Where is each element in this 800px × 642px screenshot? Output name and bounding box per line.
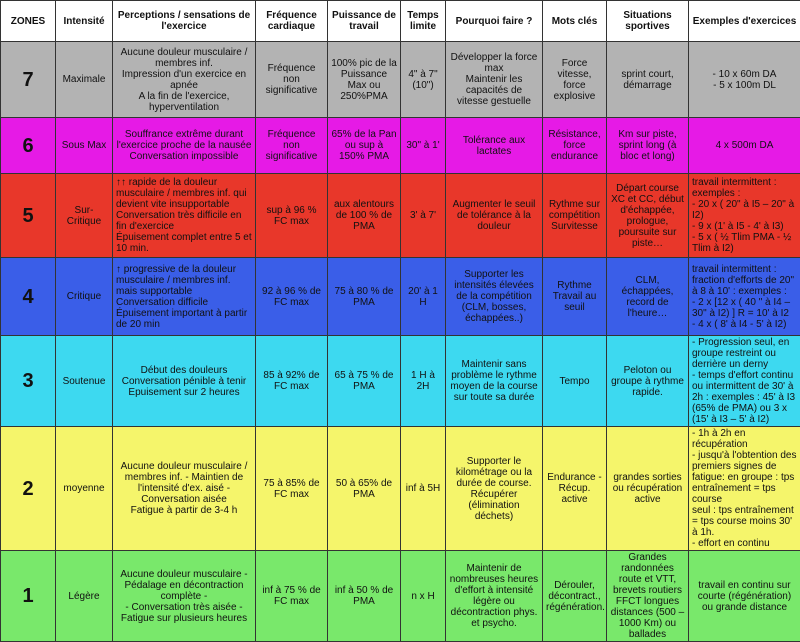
zone-number: 2 <box>1 427 56 551</box>
examples-text: travail intermittent : fraction d'efforts de 20" à 8 à 10' : exemples : - 2 x [12 x ( 40 " à I4 – 30" à I2) ] R = 10' à I2 - 4 x ( 8' à I4 - 5' à I2) <box>689 258 800 336</box>
purpose-text: Développer la force max Maintenir les capacités de vitesse gestuelle <box>446 42 543 118</box>
power-text: inf à 50 % de PMA <box>328 551 401 642</box>
time-limit-text: 30" à 1' <box>401 118 446 174</box>
situations-text: Départ course XC et CC, début d'échappée, prologue, poursuite sur piste… <box>607 174 689 258</box>
purpose-text: Maintenir sans problème le rythme moyen de la course sur toute sa durée <box>446 336 543 427</box>
header-pourquoi: Pourquoi faire ? <box>446 1 543 42</box>
header-zones: ZONES <box>1 1 56 42</box>
power-text: 65% de la Pan ou sup à 150% PMA <box>328 118 401 174</box>
examples-text: - Progression seul, en groupe restreint ou derrière un derny - temps d'effort continu ou intermittent de 30' à 2h : exemples : 45' à I3 (65% de PMA) ou 3 x (15' à I3 – 5' à I2) <box>689 336 800 427</box>
zone-number: 4 <box>1 258 56 336</box>
intensity-label: moyenne <box>56 427 113 551</box>
header-frequence: Fréquence cardiaque <box>256 1 328 42</box>
zone-row <box>1 118 800 174</box>
keywords-text: Résistance, force endurance <box>543 118 607 174</box>
intensity-label: Soutenue <box>56 336 113 427</box>
heart-rate-text: 85 à 92% de FC max <box>256 336 328 427</box>
purpose-text: Augmenter le seuil de tolérance à la douleur <box>446 174 543 258</box>
heart-rate-text: Fréquence non significative <box>256 118 328 174</box>
zone-row <box>1 42 800 118</box>
purpose-text: Maintenir de nombreuses heures d'effort à intensité légère ou décontraction phys. et psycho. <box>446 551 543 642</box>
situations-text: grandes sorties ou récupération active <box>607 427 689 551</box>
keywords-text: Tempo <box>543 336 607 427</box>
keywords-text: Endurance - Récup. active <box>543 427 607 551</box>
examples-text: 4 x 500m DA <box>689 118 800 174</box>
zone-row <box>1 336 800 427</box>
intensity-label: Légère <box>56 551 113 642</box>
situations-text: sprint court, démarrage <box>607 42 689 118</box>
zone-number: 3 <box>1 336 56 427</box>
examples-text: travail intermittent : exemples : - 20 x ( 20" à I5 – 20" à I2) - 9 x (1' à I5 - 4' à I3) - 5 x ( ½ Tlim PMA - ½ Tlim à I2) <box>689 174 800 258</box>
header-perceptions: Perceptions / sensations de l'exercice <box>113 1 256 42</box>
power-text: 50 à 65% de PMA <box>328 427 401 551</box>
time-limit-text: 1 H à 2H <box>401 336 446 427</box>
header-puissance: Puissance de travail <box>328 1 401 42</box>
perceptions-text: Souffrance extrême durant l'exercice proche de la nausée Conversation impossible <box>113 118 256 174</box>
heart-rate-text: sup à 96 % FC max <box>256 174 328 258</box>
examples-text: - 10 x 60m DA - 5 x 100m DL <box>689 42 800 118</box>
examples-text: travail en continu sur courte (régénération) ou grande distance <box>689 551 800 642</box>
situations-text: Km sur piste, sprint long (à bloc et long) <box>607 118 689 174</box>
intensity-label: Sous Max <box>56 118 113 174</box>
situations-text: Grandes randonnées route et VTT, brevets routiers FFCT longues distances (500 – 1000 Km) ou ballades <box>607 551 689 642</box>
situations-text: Peloton ou groupe à rythme rapide. <box>607 336 689 427</box>
keywords-text: Force vitesse, force explosive <box>543 42 607 118</box>
header-mots: Mots clés <box>543 1 607 42</box>
time-limit-text: inf à 5H <box>401 427 446 551</box>
situations-text: CLM, échappées, record de l'heure… <box>607 258 689 336</box>
zone-row <box>1 551 800 642</box>
zone-number: 1 <box>1 551 56 642</box>
heart-rate-text: 75 à 85% de FC max <box>256 427 328 551</box>
examples-text: - 1h à 2h en récupération - jusqu'à l'obtention des premiers signes de fatigue: en groupe : tps entraînement = tps course seul : tps entraînement = tps course moins 30' à 1h. - effort en continu <box>689 427 800 551</box>
header-intensite: Intensité <box>56 1 113 42</box>
purpose-text: Tolérance aux lactates <box>446 118 543 174</box>
keywords-text: Dérouler, décontract., régénération. <box>543 551 607 642</box>
perceptions-text: Début des douleurs Conversation pénible à tenir Epuisement sur 2 heures <box>113 336 256 427</box>
power-text: 65 à 75 % de PMA <box>328 336 401 427</box>
header-situations: Situations sportives <box>607 1 689 42</box>
perceptions-text: Aucune douleur musculaire / membres inf. Impression d'un exercice en apnée A la fin de l'exercice, hyperventilation <box>113 42 256 118</box>
time-limit-text: 3' à 7' <box>401 174 446 258</box>
perceptions-text: Aucune douleur musculaire / membres inf. - Maintien de l'intensité d'ex. aisé - Conversation aisée Fatigue à partir de 3-4 h <box>113 427 256 551</box>
power-text: aux alentours de 100 % de PMA <box>328 174 401 258</box>
header-row <box>1 1 800 42</box>
keywords-text: Rythme Travail au seuil <box>543 258 607 336</box>
zone-row <box>1 174 800 258</box>
intensity-label: Critique <box>56 258 113 336</box>
purpose-text: Supporter le kilométrage ou la durée de course. Récupérer (élimination déchets) <box>446 427 543 551</box>
power-text: 100% pic de la Puissance Max ou 250%PMA <box>328 42 401 118</box>
perceptions-text: ↑ progressive de la douleur musculaire / membres inf. mais supportable Conversation difficile Épuisement important à partir de 20 min <box>113 258 256 336</box>
power-text: 75 à 80 % de PMA <box>328 258 401 336</box>
perceptions-text: ↑↑ rapide de la douleur musculaire / membres inf. qui devient vite insupportable Conversation très difficile en fin d'exercice Épuisement complet entre 5 et 10 min. <box>113 174 256 258</box>
heart-rate-text: 92 à 96 % de FC max <box>256 258 328 336</box>
keywords-text: Rythme sur compétition Survitesse <box>543 174 607 258</box>
heart-rate-text: Fréquence non significative <box>256 42 328 118</box>
purpose-text: Supporter les intensités élevées de la compétition (CLM, bosses, échappées..) <box>446 258 543 336</box>
header-temps: Temps limite <box>401 1 446 42</box>
header-exemples: Exemples d'exercices <box>689 1 800 42</box>
intensity-label: Maximale <box>56 42 113 118</box>
zone-row <box>1 258 800 336</box>
time-limit-text: 20' à 1 H <box>401 258 446 336</box>
perceptions-text: Aucune douleur musculaire - Pédalage en décontraction complète - - Conversation très aisée - Fatigue sur plusieurs heures <box>113 551 256 642</box>
zone-number: 5 <box>1 174 56 258</box>
zone-number: 7 <box>1 42 56 118</box>
zone-row <box>1 427 800 551</box>
time-limit-text: n x H <box>401 551 446 642</box>
time-limit-text: 4" à 7" (10") <box>401 42 446 118</box>
zone-number: 6 <box>1 118 56 174</box>
intensity-label: Sur-Critique <box>56 174 113 258</box>
heart-rate-text: inf à 75 % de FC max <box>256 551 328 642</box>
